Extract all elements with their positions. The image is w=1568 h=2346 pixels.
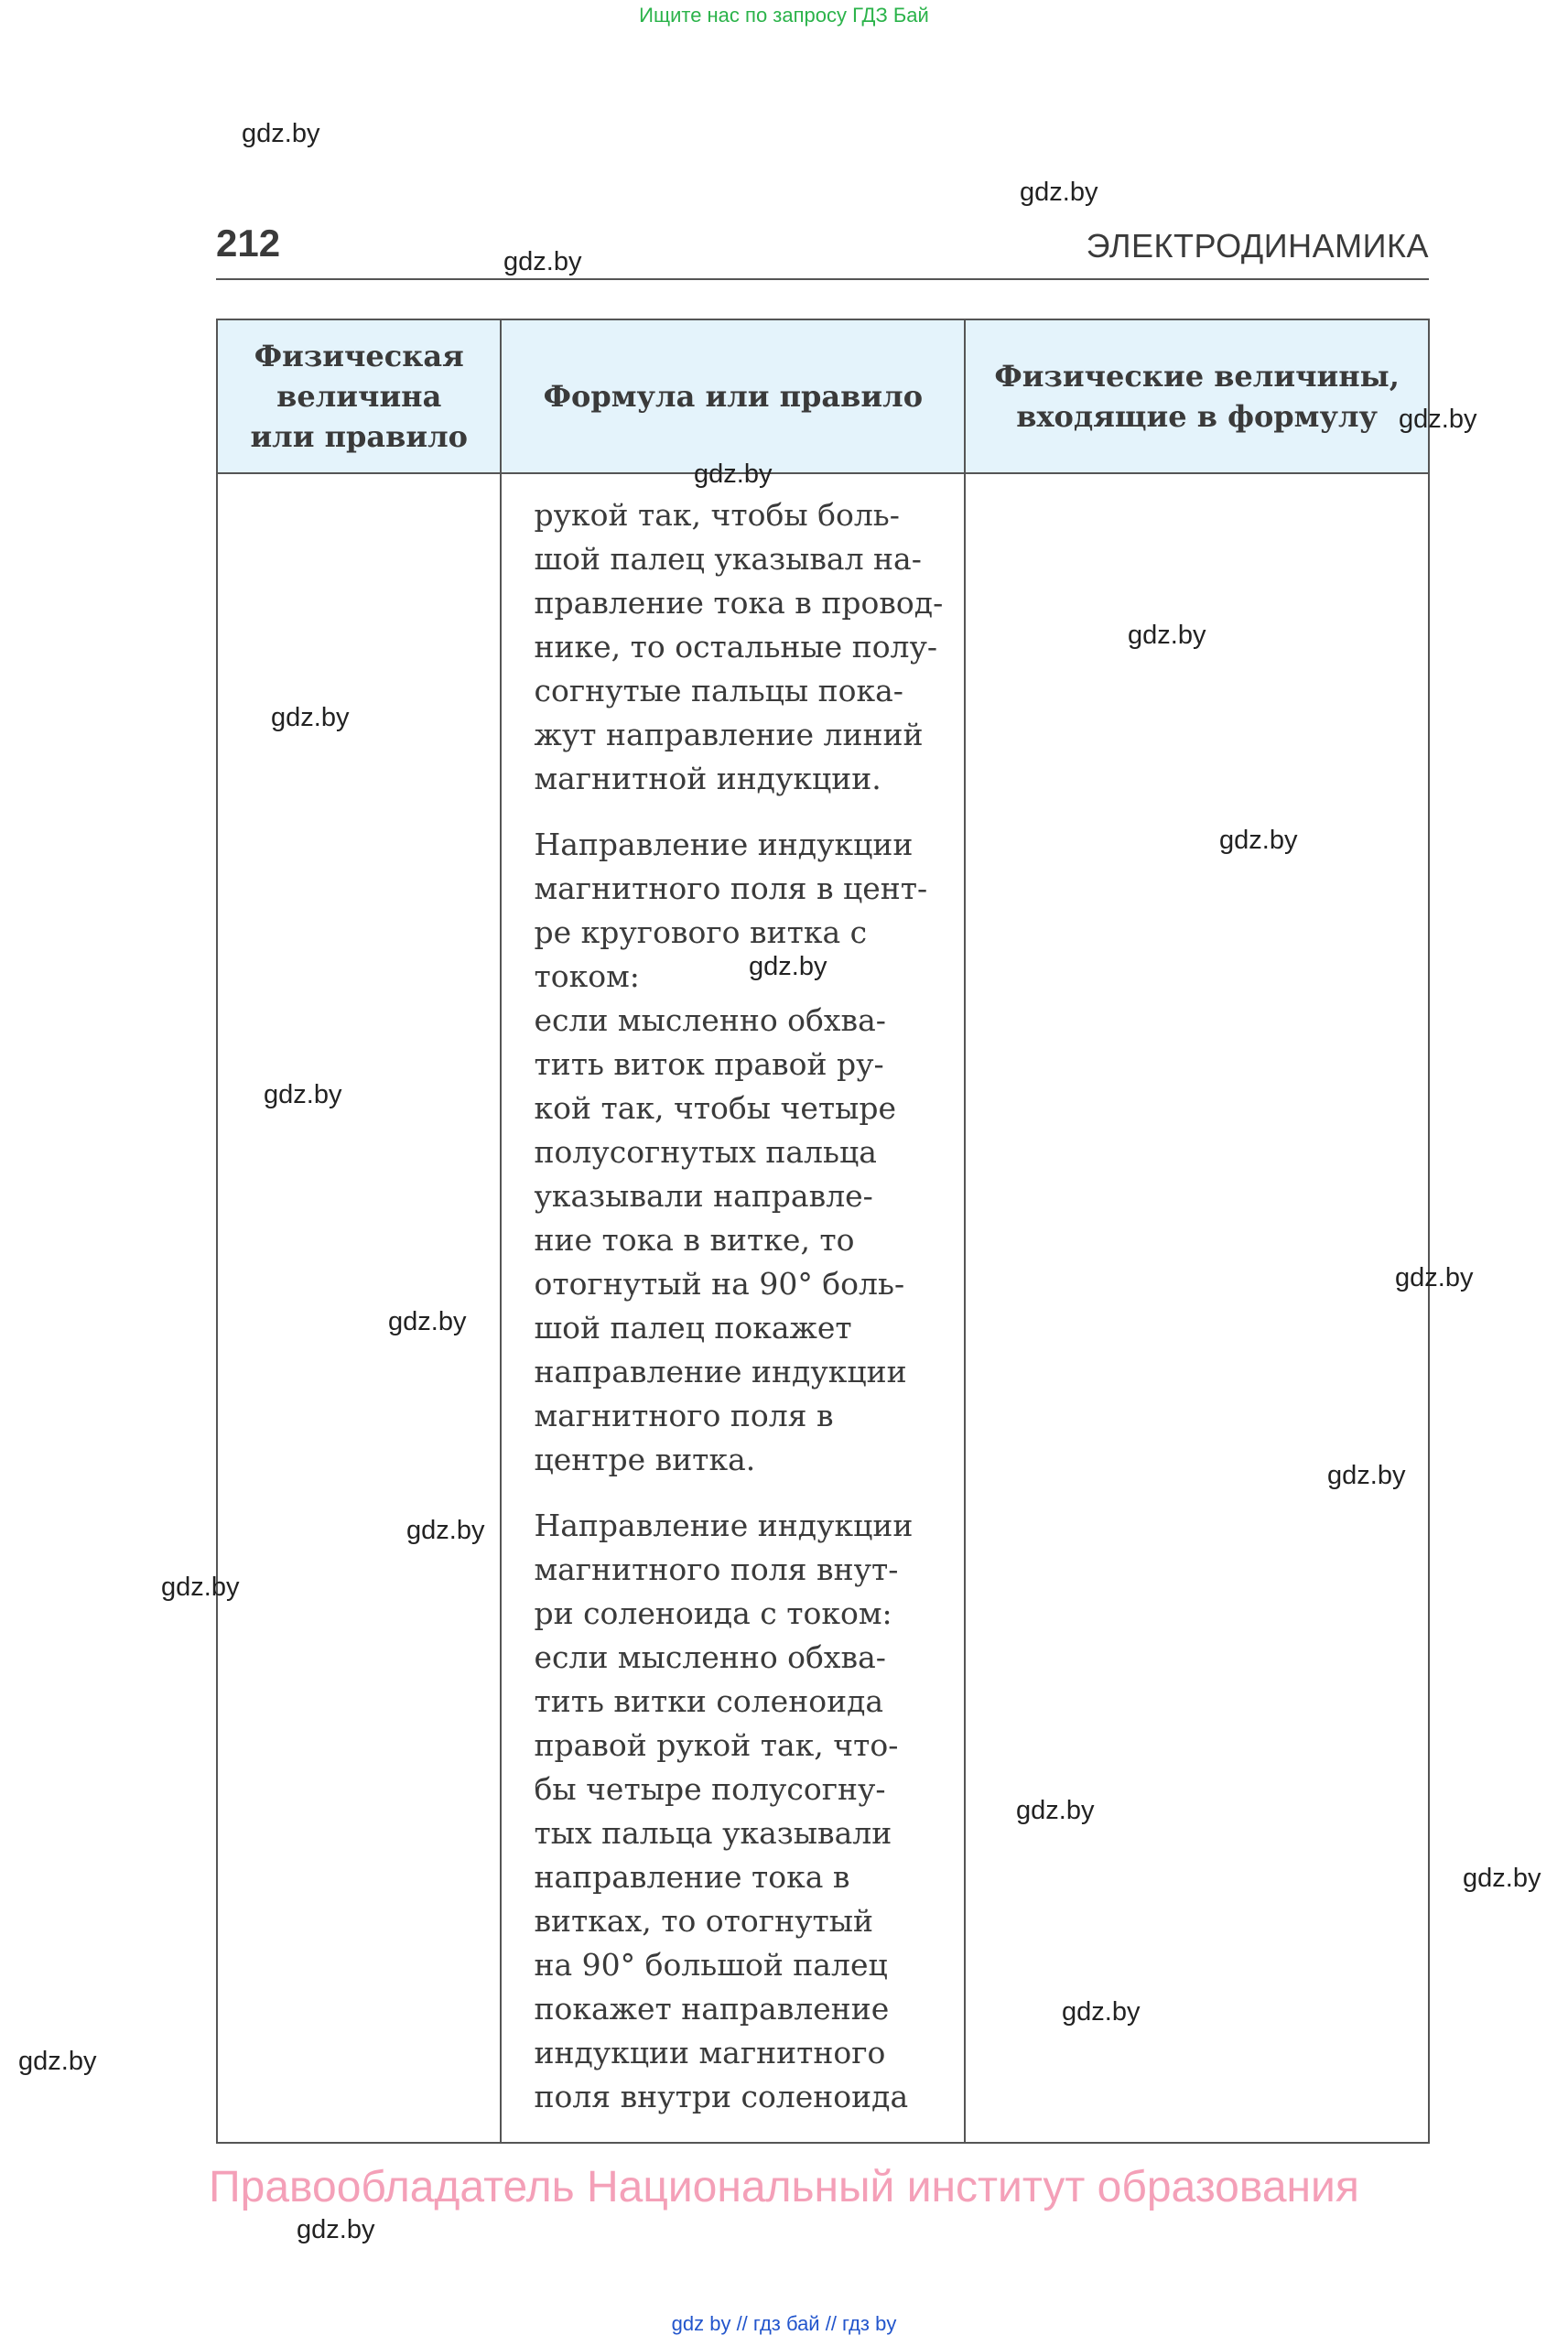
rule-line: магнитного поля в цент- bbox=[534, 870, 928, 906]
rule-line: нике, то остальные полу- bbox=[534, 629, 938, 665]
rule-line: правой рукой так, что- bbox=[534, 1727, 899, 1763]
rule-line: полусогнутых пальца bbox=[534, 1134, 877, 1170]
header-quantities-in-formula bbox=[965, 319, 1429, 473]
rule-line: магнитного поля в bbox=[534, 1398, 834, 1433]
rule-line: согнутые пальцы пока- bbox=[534, 673, 903, 708]
header-formula-or-rule bbox=[501, 319, 965, 473]
rule-line: направление тока в bbox=[534, 1859, 850, 1895]
cell-quantities bbox=[965, 473, 1429, 2143]
watermark: gdz.by bbox=[264, 1080, 342, 1109]
rule-line: ние тока в витке, то bbox=[534, 1222, 855, 1258]
rule-line: шой палец указывал на- bbox=[534, 541, 922, 577]
header-line: Формула или правило bbox=[543, 379, 924, 414]
watermark: gdz.by bbox=[749, 952, 827, 981]
rule-paragraph bbox=[534, 823, 945, 1482]
watermark: gdz.by bbox=[406, 1516, 485, 1545]
watermark: gdz.by bbox=[18, 2047, 97, 2076]
rule-line: индукции магнитного bbox=[534, 2035, 886, 2070]
rule-line: шой палец покажет bbox=[534, 1310, 852, 1346]
header-rule bbox=[216, 278, 1429, 280]
rule-line: бы четыре полусогну- bbox=[534, 1771, 886, 1807]
watermark: gdz.by bbox=[1219, 826, 1298, 855]
watermark: gdz.by bbox=[1395, 1263, 1474, 1292]
watermark: gdz.by bbox=[1463, 1864, 1541, 1893]
header-physical-quantity bbox=[217, 319, 501, 473]
rule-line: магнитного поля внут- bbox=[534, 1551, 899, 1587]
rule-line: центре витка. bbox=[534, 1442, 756, 1477]
watermark: gdz.by bbox=[1128, 621, 1206, 650]
header-line: Физическая bbox=[254, 339, 464, 373]
rule-line: Направление индукции bbox=[534, 827, 914, 862]
header-line: или правило bbox=[250, 419, 469, 454]
watermark: gdz.by bbox=[694, 459, 773, 489]
rule-line: правление тока в провод- bbox=[534, 585, 944, 621]
rule-line: витках, то отогнутый bbox=[534, 1903, 874, 1939]
rule-line: рукой так, чтобы боль- bbox=[534, 497, 900, 533]
watermark: gdz.by bbox=[1020, 178, 1098, 207]
rule-line: тых пальца указывали bbox=[534, 1815, 892, 1851]
watermark: gdz.by bbox=[297, 2215, 375, 2244]
table-header-row bbox=[217, 319, 1429, 473]
rule-paragraph bbox=[534, 1504, 945, 2119]
header-line: величина bbox=[276, 379, 442, 414]
rule-line: поля внутри соленоида bbox=[534, 2079, 909, 2114]
top-banner: Ищите нас по запросу ГДЗ Бай bbox=[639, 4, 929, 27]
rule-line: ри соленоида с током: bbox=[534, 1595, 892, 1631]
watermark: gdz.by bbox=[242, 119, 320, 148]
rule-line: указывали направле- bbox=[534, 1178, 873, 1214]
rule-line: тить виток правой ру- bbox=[534, 1046, 884, 1082]
page-number: 212 bbox=[216, 222, 281, 265]
rule-line: Направление индукции bbox=[534, 1508, 914, 1543]
reference-table bbox=[216, 319, 1430, 2144]
watermark: gdz.by bbox=[1016, 1796, 1095, 1825]
rule-line: покажет направление bbox=[534, 1991, 890, 2027]
rule-line: жут направление линий bbox=[534, 717, 924, 752]
watermark: gdz.by bbox=[1327, 1461, 1406, 1490]
watermark: gdz.by bbox=[1062, 1997, 1141, 2027]
watermark: gdz.by bbox=[161, 1573, 240, 1602]
copyright-notice: Правообладатель Национальный институт образования bbox=[209, 2163, 1359, 2211]
rule-line: если мысленно обхва- bbox=[534, 1002, 886, 1038]
rule-line: если мысленно обхва- bbox=[534, 1639, 886, 1675]
watermark: gdz.by bbox=[388, 1307, 467, 1336]
watermark: gdz.by bbox=[271, 703, 350, 732]
header-line: входящие в формулу bbox=[1016, 399, 1378, 434]
footer-links: gdz by // гдз бай // гдз by bbox=[671, 2312, 897, 2335]
rule-paragraph bbox=[534, 493, 945, 801]
section-title: ЭЛЕКТРОДИНАМИКА bbox=[1086, 227, 1429, 265]
rule-line: ре кругового витка с bbox=[534, 914, 868, 950]
rule-text bbox=[503, 475, 963, 2119]
watermark: gdz.by bbox=[1399, 405, 1477, 434]
watermark: gdz.by bbox=[503, 247, 582, 276]
rule-line: на 90° большой палец bbox=[534, 1947, 888, 1983]
rule-line: направление индукции bbox=[534, 1354, 907, 1389]
rule-line: кой так, чтобы четыре bbox=[534, 1090, 897, 1126]
rule-line: магнитной индукции. bbox=[534, 761, 881, 796]
header-line: Физические величины, bbox=[994, 359, 1400, 394]
rule-line: отогнутый на 90° боль- bbox=[534, 1266, 905, 1302]
cell-rule bbox=[501, 473, 965, 2143]
rule-line: тить витки соленоида bbox=[534, 1683, 884, 1719]
rule-line: током: bbox=[534, 958, 640, 994]
